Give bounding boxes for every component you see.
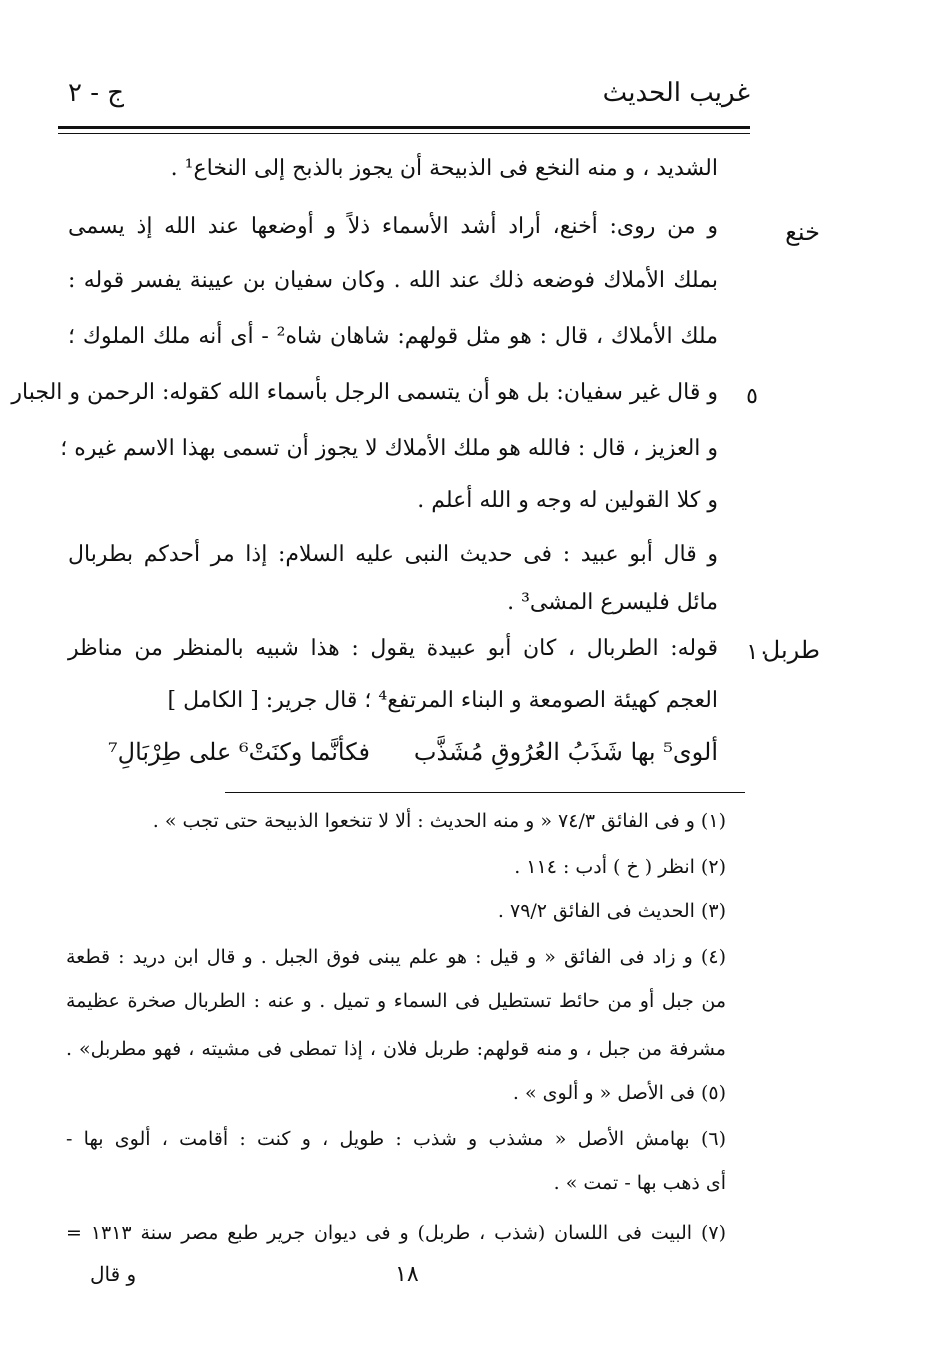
verse-second-hemistich: فكأنَّما وكنَتْ⁶ على طِرْبَالِ⁷ <box>108 738 370 766</box>
margin-headword-tirbal: طربل <box>762 636 820 664</box>
margin-line-number-10: ١٠ <box>746 640 770 665</box>
volume-label: ج - ٢ <box>68 78 125 108</box>
footnotes-separator <box>225 792 745 793</box>
text-line: بملك الأملاك فوضعه ذلك عند الله . وكان سفيان بن عيينة يفسر قوله : <box>68 268 718 293</box>
text-line: و من روى: أخنع، أراد أشد الأسماء ذلاً و أوضعها عند الله إذ يسمى <box>68 214 718 239</box>
footnote-item: (٦) بهامش الأصل « مشذب و شذب : طويل ، و كنت : أقامت ، ألوى بها - <box>66 1128 726 1150</box>
text-line: و قال أبو عبيد : فى حديث النبى عليه السلام: إذا مر أحدكم بطربال <box>68 542 718 567</box>
footnote-item: (٣) الحديث فى الفائق ٧٩/٢ . <box>497 900 726 922</box>
text-line: العجم كهيئة الصومعة و البناء المرتفع⁴ ؛ قال جرير: [ الكامل ] <box>167 688 718 713</box>
page-header <box>58 78 750 118</box>
poetry-verse <box>68 738 718 782</box>
text-line: قوله: الطربال ، كان أبو عبيدة يقول : هذا شبيه بالمنظر من مناظر <box>68 636 718 661</box>
footnote-item: أى ذهب بها - تمت » . <box>553 1172 726 1194</box>
header-rule-thick <box>58 126 750 129</box>
verse-first-hemistich: ألوى⁵ بها شَذَبُ العُرُوقِ مُشَذَّب <box>413 738 718 766</box>
text-line: مائل فليسرع المشى³ . <box>507 590 718 615</box>
text-line: الشديد ، و منه النخع فى الذبيحة أن يجوز بالذبح إلى النخاع¹ . <box>170 156 718 181</box>
text-line: ملك الأملاك ، قال : هو مثل قولهم: شاهان شاه² - أى أنه ملك الملوك ؛ <box>68 324 719 349</box>
header-rule-thin <box>58 133 750 134</box>
margin-line-number-5: ٥ <box>746 384 758 409</box>
footnote-item: (٤) و زاد فى الفائق « و قيل : هو علم يبنى فوق الجبل . و قال ابن دريد : قطعة <box>66 946 726 968</box>
footnote-item: مشرفة من جبل ، و منه قولهم: طربل فلان ، إذا تمطى فى مشيته ، فهو مطربل» . <box>66 1038 726 1060</box>
footnote-item: من جبل أو من حائط تستطيل فى السماء و تميل . و عنه : الطربال صخرة عظيمة <box>66 990 726 1012</box>
footnote-item: (٧) البيت فى اللسان (شذب ، طربل) و فى ديوان جرير طبع مصر سنة ١٣١٣ = <box>66 1222 727 1244</box>
footnote-item: (٥) فى الأصل « و ألوى » . <box>512 1082 726 1104</box>
page-number: ١٨ <box>395 1262 419 1287</box>
continuation-word: و قال <box>90 1262 137 1286</box>
text-line: و كلا القولين له وجه و الله أعلم . <box>417 488 718 513</box>
margin-headword-khanaa: خنع <box>785 218 820 246</box>
text-line: و العزيز ، قال : فالله هو ملك الأملاك لا يجوز أن تسمى بهذا الاسم غيره ؛ <box>60 436 718 461</box>
footnote-item: (١) و فى الفائق ٧٤/٣ « و منه الحديث : ألا لا تنخعوا الذبيحة حتى تجب » . <box>152 810 726 832</box>
footnote-item: (٢) انظر ( خ ) أدب : ١١٤ . <box>514 856 726 878</box>
book-title: غريب الحديث <box>602 78 750 108</box>
text-line: و قال غير سفيان: بل هو أن يتسمى الرجل بأسماء الله كقوله: الرحمن و الجبار <box>11 380 718 405</box>
